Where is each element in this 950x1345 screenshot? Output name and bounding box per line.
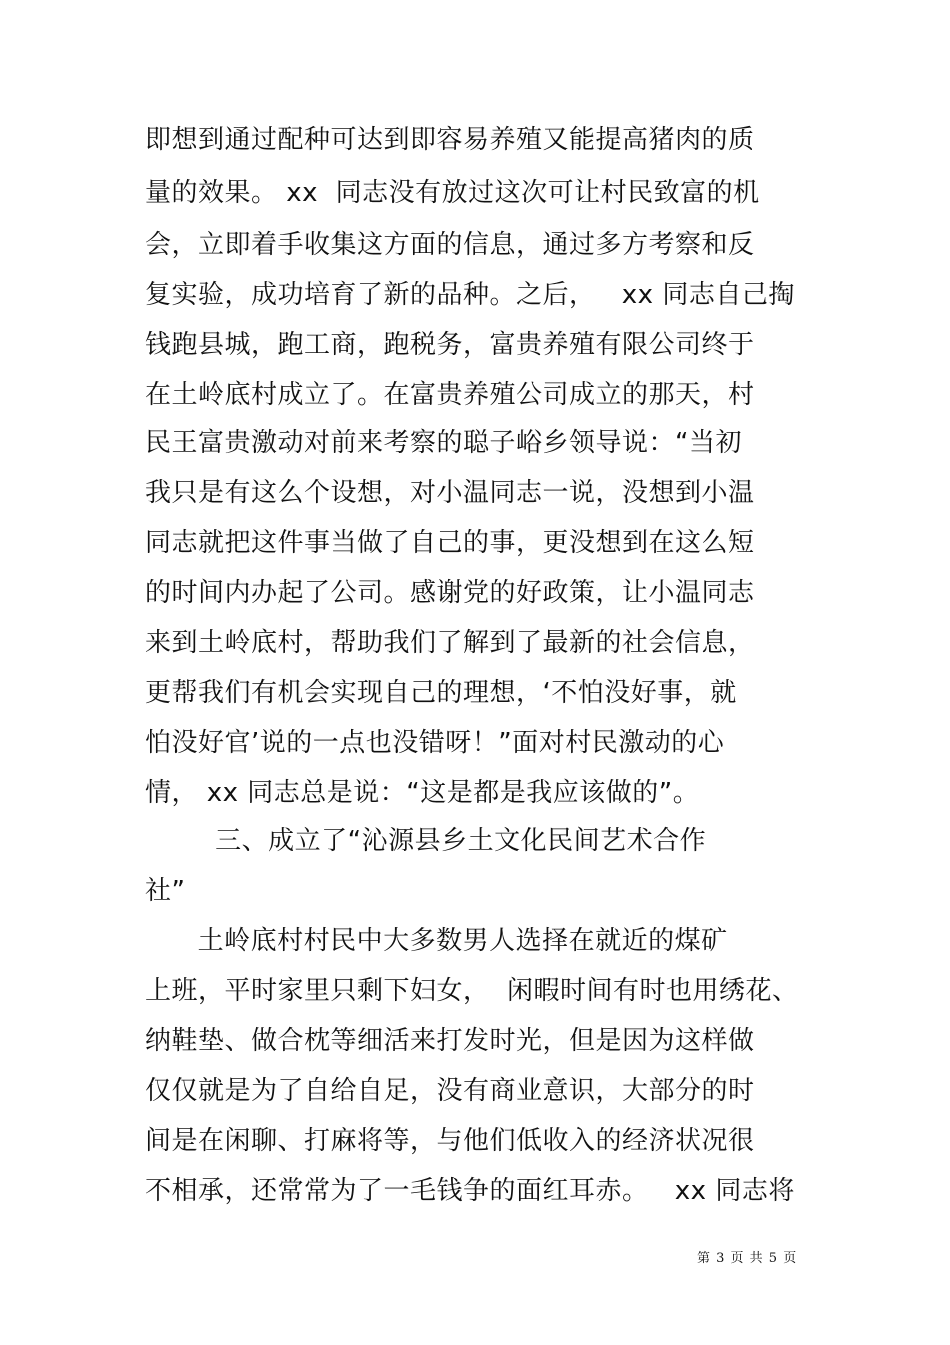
page-number-footer: 第 3 页 共 5 页: [697, 1251, 798, 1266]
body-text-line-15: 土岭底村村民中大多数男人选择在就近的煤矿: [145, 926, 728, 956]
body-text-line-19: 间是在闲聊、打麻将等，与他们低收入的经济状况很: [145, 1126, 755, 1156]
body-text-line-9: 同志就把这件事当做了自己的事，更没想到在这么短: [145, 528, 755, 558]
body-text-line-1: 即想到通过配种可达到即容易养殖又能提高猪肉的质: [145, 125, 755, 155]
body-text-line-12: 更帮我们有机会实现自己的理想，‘不怕没好事，就: [145, 678, 737, 708]
body-text-line-18: 仅仅就是为了自给自足，没有商业意识，大部分的时: [145, 1076, 755, 1106]
section-heading-line-2: 社”: [145, 876, 186, 906]
body-text-line-10: 的时间内办起了公司。感谢党的好政策，让小温同志: [145, 578, 755, 608]
body-text-line-5: 钱跑县城，跑工商，跑税务，富贵养殖有限公司终于: [145, 330, 755, 360]
section-heading-line-1: 三、成立了“沁源县乡土文化民间艺术合作: [145, 826, 707, 856]
body-text-line-17: 纳鞋垫、做合枕等细活来打发时光，但是因为这样做: [145, 1026, 755, 1056]
body-text-line-7: 民王富贵激动对前来考察的聪子峪乡领导说：“当初: [145, 428, 742, 458]
body-text-line-20: 不相承，还常常为了一毛钱争的面红耳赤。 xx 同志将: [145, 1176, 795, 1206]
body-text-line-6: 在土岭底村成立了。在富贵养殖公司成立的那天，村: [145, 380, 755, 410]
body-text-line-2: 量的效果。 xx 同志没有放过这次可让村民致富的机: [145, 178, 760, 208]
body-text-line-13: 怕没好官’说的一点也没错呀！”面对村民激动的心: [145, 728, 725, 758]
body-text-line-16: 上班，平时家里只剩下妇女， 闲暇时间有时也用绣花、: [145, 976, 799, 1006]
body-text-line-3: 会，立即着手收集这方面的信息，通过多方考察和反: [145, 230, 755, 260]
body-text-line-4: 复实验，成功培育了新的品种。之后， xx 同志自己掏: [145, 280, 795, 310]
body-text-line-8: 我只是有这么个设想，对小温同志一说，没想到小温: [145, 478, 755, 508]
body-text-line-14: 情， xx 同志总是说：“这是都是我应该做的”。: [145, 778, 700, 808]
body-text-line-11: 来到土岭底村，帮助我们了解到了最新的社会信息，: [145, 628, 755, 658]
